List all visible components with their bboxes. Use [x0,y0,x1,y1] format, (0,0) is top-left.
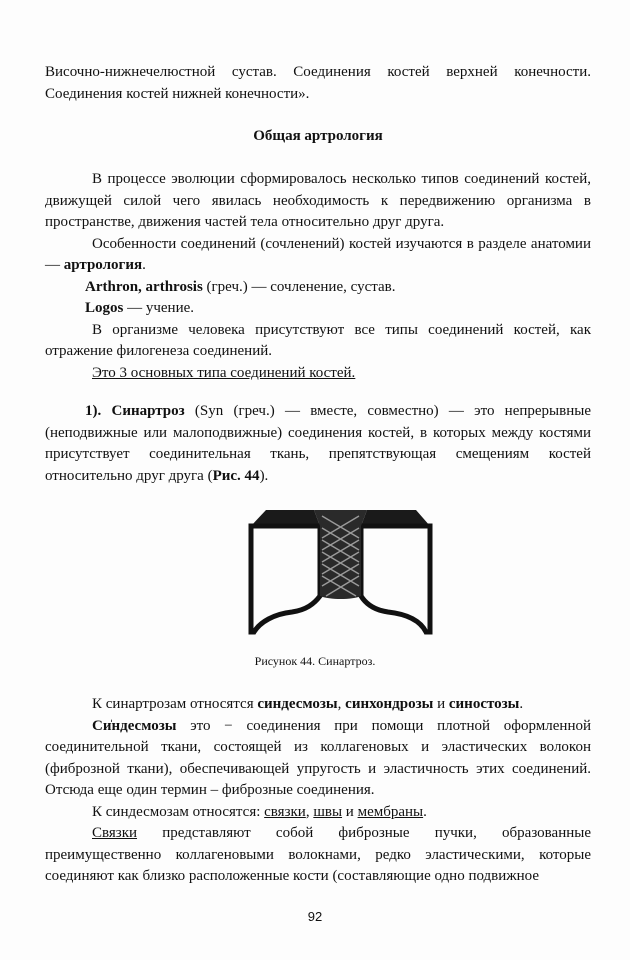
synarthrosis-types-text: К синартрозам относятся [92,696,258,712]
syndesmosis-section [45,694,591,888]
term-syndesmoses-heading: Си̍ндесмозы [92,717,177,734]
intro-text: Височно-нижнечелюстной сустав. Соединения костей верхней конечности. Соединения костей нижней конечности». [45,64,591,102]
syndesmosis-types-text: К синдесмозам относятся: [92,803,265,820]
synarthrosis-figure [248,508,433,642]
syndesmoses-text: это − соединения при помощи плотной оформленной соединительной ткани, состоящей из коллагеновых и эластических волокон (фиброзной ткани), обеспечивающей упругость и эластичность этих соединений. Отсюда еще один термин – фиброзные соединения. [45,717,591,798]
right-bone [361,510,430,632]
punct: . [142,257,146,273]
term-synchondroses: синхондрозы [345,696,434,712]
left-bone [251,510,320,632]
term-ligaments-heading: Связки [92,825,138,841]
paragraph-syndesmoses [45,716,591,802]
term-sutures: швы [313,803,343,820]
punct: . [423,803,427,820]
term-synostoses: синостозы [448,696,520,712]
punct: и [342,803,358,820]
term-syndesmoses: синдесмозы [257,696,338,712]
synarthrosis-paragraph [45,401,591,487]
types-line [45,363,591,385]
page-number: 92 [307,909,323,924]
punct: и [433,696,449,712]
term-membranes: мембраны [357,803,424,820]
term-arthron: Arthron, arthrosis [85,278,203,295]
definition-logos [45,298,591,320]
section-heading: Общая артрология [253,128,383,144]
synarthrosis-text [45,401,591,487]
punct: , [305,803,314,820]
types-line-text: Это 3 основных типа соединений костей. [92,364,356,381]
term-arthrology: артрология [63,257,143,273]
paragraph-phylogenesis: В организме человека присутствуют все типы соединений костей, как отражение филогенеза соединений. [45,321,591,359]
body-text [45,169,591,384]
definition-logos-text: — учение. [123,300,195,316]
paragraph-evolution: В процессе эволюции сформировалось несколько типов соединений костей, движущей силой чего явилась необходимость к передвижению организма в пространстве, движения частей тела относительно друг друга. [45,171,591,230]
intro-paragraph [45,62,591,105]
figure-reference: Рис. 44 [212,467,260,484]
figure-caption: Рисунок 44. Синартроз. [254,654,376,668]
paragraph-syndesmosis-types [45,802,591,824]
term-logos: Logos [85,300,124,316]
term-synarthrosis: 1). Синартроз [85,403,185,419]
term-ligaments: связки [264,803,306,820]
paragraph-arthrology-text: Особенности соединений (сочленений) костей изучаются в разделе анатомии — [45,235,591,273]
punct: . [519,696,524,712]
synarthrosis-body: (Syn (греч.) — вместе, совместно) — это непрерывные (неподвижные или малоподвижные) соединения костей, в которых между костями присутствует соединительная ткань, препятствующая смещениям костей относительно друг друга ( [45,403,591,484]
ligaments-text: представляют собой фиброзные пучки, образованные преимущественно коллагеновыми волокнами, редко эластическими, которые соединяют как близко расположенные кости (составляющие одно подвижное [45,825,591,884]
paragraph-arthrology [45,234,591,277]
connective-tissue [314,510,367,599]
punct: , [337,696,346,712]
definition-arthron-text: (греч.) — сочленение, сустав. [202,278,396,295]
definition-arthron [45,277,591,299]
paragraph-synarthrosis-types [45,694,591,716]
punct: ). [259,467,269,484]
paragraph-ligaments [45,823,591,888]
